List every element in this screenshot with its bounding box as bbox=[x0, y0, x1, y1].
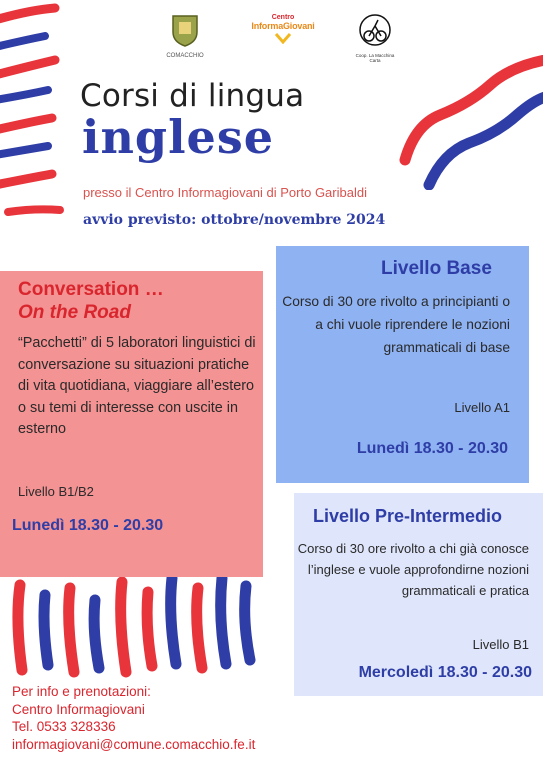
figure-icon bbox=[273, 32, 293, 44]
base-title: Livello Base bbox=[381, 258, 492, 279]
comacchio-label: COMACCHIO bbox=[166, 53, 204, 59]
pre-intermediate-level: Livello B1 bbox=[472, 637, 529, 652]
subtitle: presso il Centro Informagiovani di Porto Garibaldi bbox=[83, 185, 367, 200]
pre-intermediate-title: Livello Pre-Intermedio bbox=[313, 506, 503, 526]
conversation-subtitle: On the Road bbox=[18, 302, 131, 323]
conversation-schedule: Lunedì 18.30 - 20.30 bbox=[12, 517, 164, 534]
informagiovani-label: InformaGiovani bbox=[251, 21, 315, 31]
contact-phone[interactable]: Tel. 0533 328336 bbox=[12, 719, 116, 734]
base-description: Corso di 30 ore rivolto a principianti o a chi vuole riprendere le nozioni grammaticali di base bbox=[282, 294, 510, 355]
contact-heading: Per info e prenotazioni: bbox=[12, 684, 151, 699]
comacchio-logo bbox=[165, 12, 205, 58]
informagiovani-logo bbox=[243, 14, 323, 54]
pre-intermediate-description: Corso di 30 ore rivolto a chi già conosce l’inglese e vuole approfondirne nozioni grammaticali e pratica bbox=[297, 541, 529, 598]
conversation-description: “Pacchetti” di 5 laboratori linguistici di conversazione su situazioni pratiche di vita quotidiana, viaggiare all’estero o su temi di interesse con uscite in esterno bbox=[18, 335, 256, 437]
wave-strokes-top-right bbox=[395, 55, 543, 190]
conversation-level: Livello B1/B2 bbox=[18, 484, 94, 499]
title-line1: Corsi di lingua bbox=[80, 78, 305, 114]
centro-label: Centro bbox=[271, 14, 295, 21]
contact-email[interactable]: informagiovani@comune.comacchio.fe.it bbox=[12, 736, 256, 752]
title-line2: inglese bbox=[82, 110, 274, 164]
start-date: avvio previsto: ottobre/novembre 2024 bbox=[83, 212, 386, 228]
contact-info bbox=[12, 683, 255, 753]
crest-icon bbox=[165, 12, 205, 48]
brush-strokes-top-left bbox=[0, 0, 80, 240]
contact-center: Centro Informagiovani bbox=[12, 701, 145, 717]
base-schedule: Lunedì 18.30 - 20.30 bbox=[356, 440, 508, 457]
cyclist-icon bbox=[358, 12, 392, 48]
pre-intermediate-schedule: Mercoledì 18.30 - 20.30 bbox=[358, 664, 532, 681]
brush-strokes-bottom-left bbox=[0, 560, 260, 685]
coop-label: Coop. La Macchina Carta bbox=[355, 53, 395, 63]
conversation-title: Conversation … bbox=[18, 279, 164, 300]
base-level: Livello A1 bbox=[454, 400, 510, 415]
coop-logo bbox=[350, 12, 400, 63]
